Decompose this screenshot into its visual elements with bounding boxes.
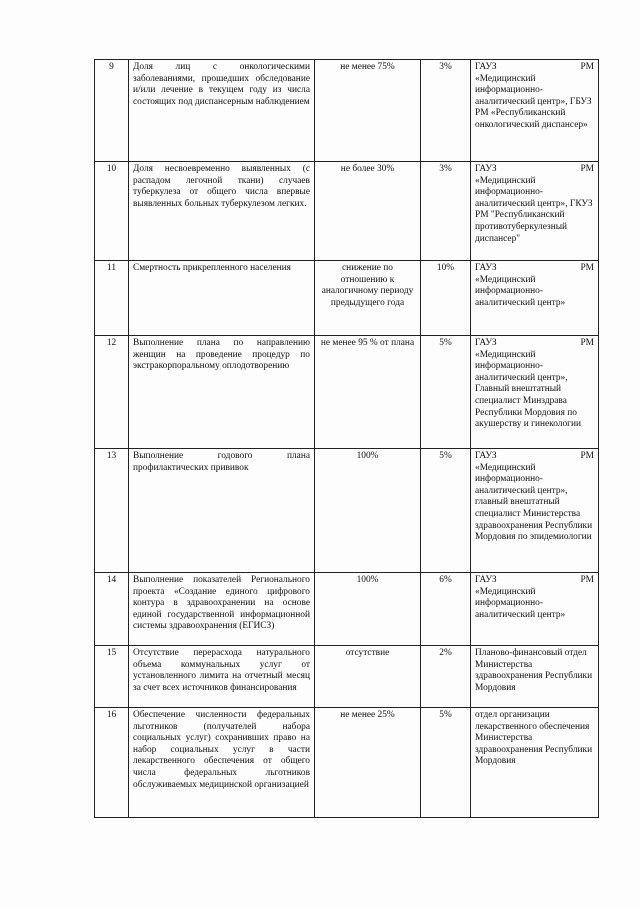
weight-value: 6% xyxy=(421,573,471,646)
org-head xyxy=(475,451,594,463)
org-abbr: ГАУЗ xyxy=(475,575,497,585)
org-region: РМ xyxy=(580,575,594,585)
target-value: не менее 25% xyxy=(315,708,421,818)
table-row xyxy=(95,60,599,162)
indicator-text: Выполнение годового плана профилактических прививок xyxy=(129,449,315,573)
org-text: Планово-финансовый отдел Министерства здравоохранения Республики Мордовия xyxy=(475,648,593,693)
target-value: не менее 95 % от плана xyxy=(315,336,421,449)
org-abbr: ГАУЗ xyxy=(475,263,497,273)
org-region: РМ xyxy=(580,263,594,273)
org-text: «Медицинский информационно-аналитический центр» xyxy=(475,274,566,308)
org-text: «Медицинский информационно-аналитический центр», главный внештатный специалист Министерства здравоохранения Республики Мордовия по эпидемиологии xyxy=(475,462,593,543)
org-abbr: ГАУЗ xyxy=(475,451,497,461)
table-row xyxy=(95,708,599,818)
weight-value: 2% xyxy=(421,646,471,708)
table-row xyxy=(95,573,599,646)
indicator-text: Выполнение плана по направлению женщин на проведение процедур по экстракорпоральному оплодотворению xyxy=(129,336,315,449)
weight-value: 5% xyxy=(421,708,471,818)
weight-value: 10% xyxy=(421,261,471,336)
target-value: 100% xyxy=(315,449,421,573)
target-value: отсутствие xyxy=(315,646,421,708)
row-number: 9 xyxy=(95,60,129,162)
org-text: «Медицинский информационно-аналитический центр», Главный внештатный специалист Минздрава Республики Мордовия по акушерству и гинекологии xyxy=(475,349,582,430)
org-head xyxy=(475,575,594,587)
org-head xyxy=(475,62,594,74)
responsible-org xyxy=(471,60,599,162)
table-row xyxy=(95,646,599,708)
org-abbr: ГАУЗ xyxy=(475,338,497,348)
indicator-text: Обеспечение численности федеральных льготников (получателей набора социальных услуг) сохранивших право на набор социальных услуг в части лекарственного обеспечения от общего числа федеральных льготников обслуживаемых медицинской организацией xyxy=(129,708,315,818)
table-row xyxy=(95,449,599,573)
org-text: «Медицинский информационно-аналитический центр» xyxy=(475,586,566,620)
org-abbr: ГАУЗ xyxy=(475,62,497,72)
org-region: РМ xyxy=(580,164,594,174)
org-text: отдел организации лекарственного обеспечения Министерства здравоохранения Республики Мордовия xyxy=(475,710,593,767)
responsible-org xyxy=(471,162,599,261)
row-number: 13 xyxy=(95,449,129,573)
row-number: 16 xyxy=(95,708,129,818)
responsible-org xyxy=(471,261,599,336)
indicator-text: Отсутствие перерасхода натурального объема коммунальных услуг от установленного лимита на отчетный месяц за счет всех источников финансирования xyxy=(129,646,315,708)
weight-value: 5% xyxy=(421,449,471,573)
org-abbr: ГАУЗ xyxy=(475,164,497,174)
org-head xyxy=(475,338,594,350)
org-text: «Медицинский информационно-аналитический центр», ГБУЗ РМ «Республиканский онкологический диспансер» xyxy=(475,73,592,130)
table-row xyxy=(95,336,599,449)
table-row xyxy=(95,261,599,336)
row-number: 10 xyxy=(95,162,129,261)
target-value: не менее 75% xyxy=(315,60,421,162)
weight-value: 3% xyxy=(421,162,471,261)
org-region: РМ xyxy=(580,451,594,461)
indicator-text: Выполнение показателей Регионального проекта «Создание единого цифрового контура в здравоохранении на основе единой государственной информационной системы здравоохранения (ЕГИСЗ) xyxy=(129,573,315,646)
org-text: «Медицинский информационно-аналитический центр», ГКУЗ РМ "Республиканский противотуберкулезный диспансер" xyxy=(475,175,593,244)
row-number: 12 xyxy=(95,336,129,449)
responsible-org xyxy=(471,336,599,449)
indicators-table xyxy=(94,59,599,818)
indicator-text: Доля несвоевременно выявленных (с распадом легочной ткани) случаев туберкулеза от общего числа впервые выявленных больных туберкулезом легких. xyxy=(129,162,315,261)
weight-value: 3% xyxy=(421,60,471,162)
target-value: 100% xyxy=(315,573,421,646)
target-value: не более 30% xyxy=(315,162,421,261)
row-number: 15 xyxy=(95,646,129,708)
indicator-text: Доля лиц с онкологическими заболеваниями, прошедших обследование и/или лечение в текущем году из числа состоящих под диспансерным наблюдением xyxy=(129,60,315,162)
responsible-org xyxy=(471,708,599,818)
org-head xyxy=(475,263,594,275)
target-value: снижение по отношению к аналогичному периоду предыдущего года xyxy=(315,261,421,336)
row-number: 14 xyxy=(95,573,129,646)
org-head xyxy=(475,164,594,176)
org-region: РМ xyxy=(580,62,594,72)
responsible-org xyxy=(471,449,599,573)
indicator-text: Смертность прикрепленного населения xyxy=(129,261,315,336)
table-row xyxy=(95,162,599,261)
row-number: 11 xyxy=(95,261,129,336)
weight-value: 5% xyxy=(421,336,471,449)
responsible-org xyxy=(471,573,599,646)
org-region: РМ xyxy=(580,338,594,348)
responsible-org xyxy=(471,646,599,708)
